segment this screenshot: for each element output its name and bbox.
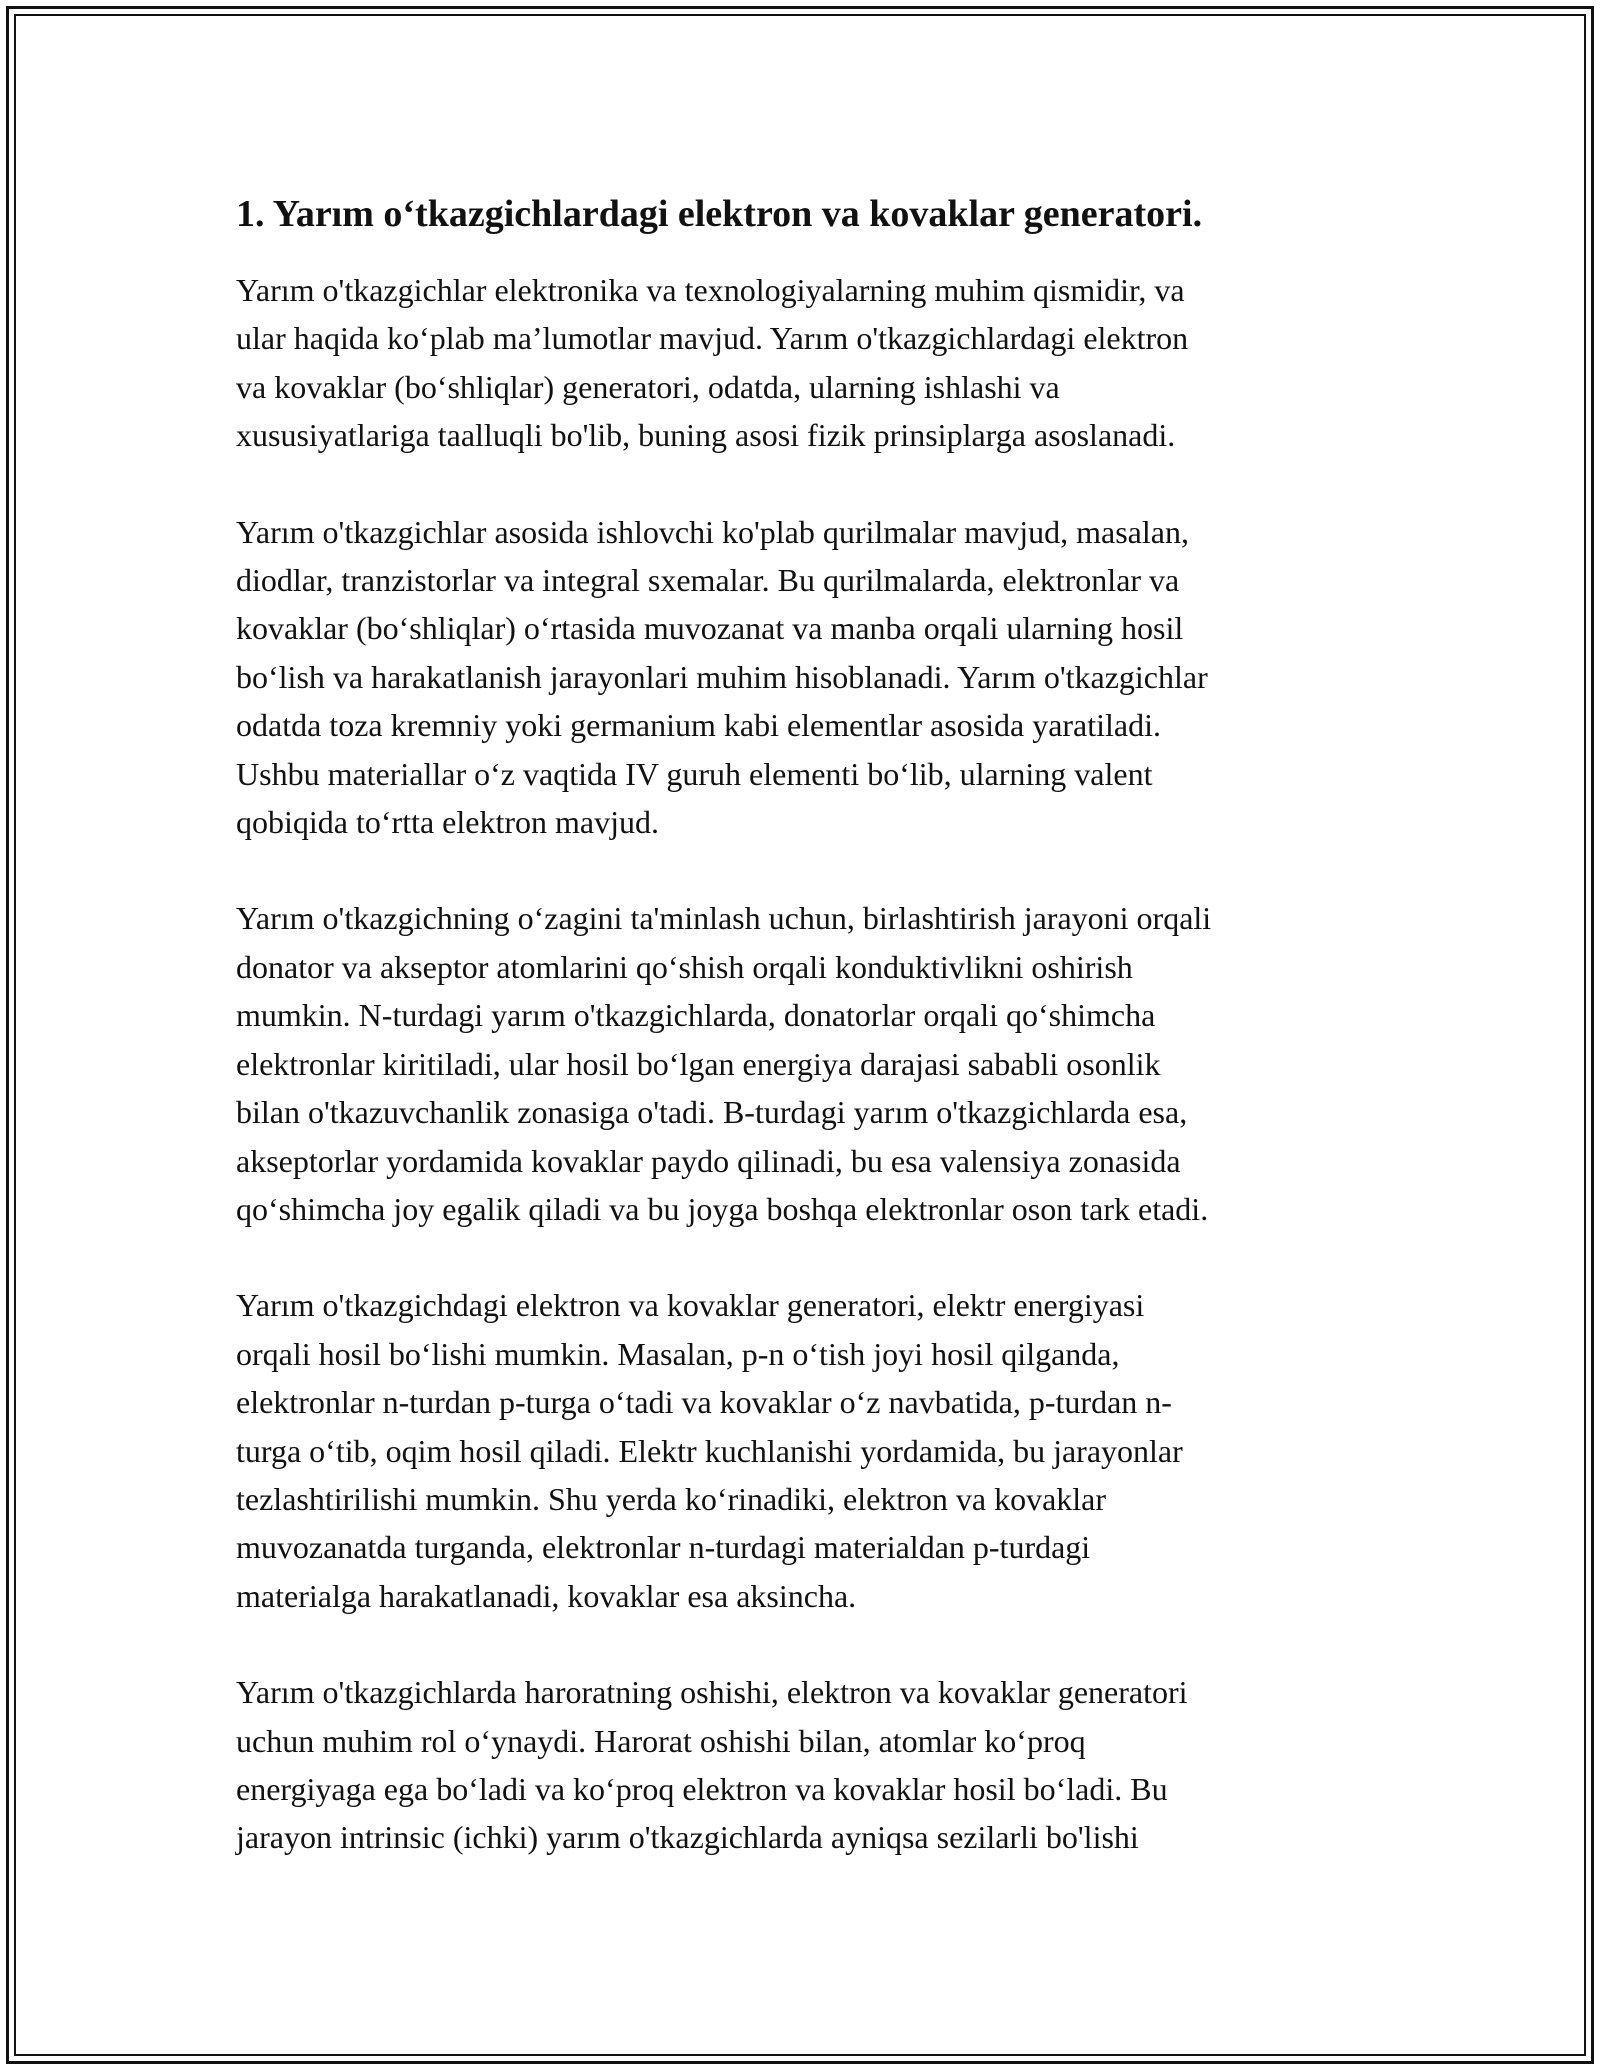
document-body [236,186,1366,1910]
text-line: jarayon intrinsic (ichki) yarım o'tkazgichlarda ayniqsa sezilarli bo'lishi [236,1819,1139,1856]
text-line: mumkin. N-turdagi yarım o'tkazgichlarda, donatorlar orqali qoʻshimcha [236,997,1156,1034]
text-line: kovaklar (boʻshliqlar) oʻrtasida muvozanat va manba orqali ularning hosil [236,610,1184,647]
text-line: tezlashtirilishi mumkin. Shu yerda koʻrinadiki, elektron va kovaklar [236,1480,1107,1517]
text-line: donator va akseptor atomlarini qoʻshish orqali konduktivlikni oshirish [236,948,1133,985]
text-line: elektronlar n-turdan p-turga oʻtadi va kovaklar oʻz navbatida, p-turdan n- [236,1384,1172,1421]
section-heading: 1. Yarım oʻtkazgichlardagi elektron va kovaklar generatori. [236,193,1203,235]
text-line: qobiqida toʻrtta elektron mavjud. [236,804,659,841]
text-line: qoʻshimcha joy egalik qiladi va bu joyga boshqa elektronlar oson tark etadi. [236,1190,1209,1227]
paragraph [236,1668,1366,1862]
text-line: elektronlar kiritiladi, ular hosil boʻlgan energiya darajasi sababli osonlik [236,1045,1161,1082]
text-line: odatda toza kremniy yoki germanium kabi elementlar asosida yaratiladi. [236,707,1162,744]
text-line: uchun muhim rol oʻynaydi. Harorat oshishi bilan, atomlar koʻproq [236,1722,1086,1759]
paragraph [236,1281,1366,1620]
text-line: va kovaklar (boʻshliqlar) generatori, odatda, ularning ishlashi va [236,368,1060,405]
text-line: bilan o'tkazuvchanlik zonasiga o'tadi. B-turdagi yarım o'tkazgichlarda esa, [236,1094,1188,1131]
paragraph [236,894,1366,1233]
text-line: diodlar, tranzistorlar va integral sxemalar. Bu qurilmalarda, elektronlar va [236,562,1180,599]
text-line: materialga harakatlanadi, kovaklar esa aksincha. [236,1577,857,1614]
text-line: energiyaga ega boʻladi va koʻproq elektron va kovaklar hosil boʻladi. Bu [236,1770,1168,1807]
text-line: orqali hosil boʻlishi mumkin. Masalan, p-n oʻtish joyi hosil qilganda, [236,1335,1120,1372]
text-line: muvozanatda turganda, elektronlar n-turdagi materialdan p-turdagi [236,1529,1091,1566]
text-line: Yarım o'tkazgichdagi elektron va kovaklar generatori, elektr energiyasi [236,1287,1145,1324]
text-line: xususiyatlariga taalluqli bo'lib, buning asosi fizik prinsiplarga asoslanadi. [236,417,1176,454]
paragraph-list [236,266,1366,1862]
paragraph [236,508,1366,847]
text-line: ular haqida koʻplab maʼlumotlar mavjud. Yarım o'tkazgichlardagi elektron [236,320,1189,357]
text-line: turga oʻtib, oqim hosil qiladi. Elektr kuchlanishi yordamida, bu jarayonlar [236,1432,1183,1469]
paragraph [236,266,1366,460]
text-line: Yarım o'tkazgichlar asosida ishlovchi ko'plab qurilmalar mavjud, masalan, [236,513,1189,550]
text-line: boʻlish va harakatlanish jarayonlari muhim hisoblanadi. Yarım o'tkazgichlar [236,658,1208,695]
text-line: Ushbu materiallar oʻz vaqtida IV guruh elementi boʻlib, ularning valent [236,755,1153,792]
text-line: akseptorlar yordamida kovaklar paydo qilinadi, bu esa valensiya zonasida [236,1142,1181,1179]
text-line: Yarım o'tkazgichlarda haroratning oshishi, elektron va kovaklar generatori [236,1674,1188,1711]
text-line: Yarım o'tkazgichlar elektronika va texnologiyalarning muhim qismidir, va [236,272,1185,308]
text-line: Yarım o'tkazgichning oʻzagini ta'minlash uchun, birlashtirish jarayoni orqali [236,900,1212,937]
